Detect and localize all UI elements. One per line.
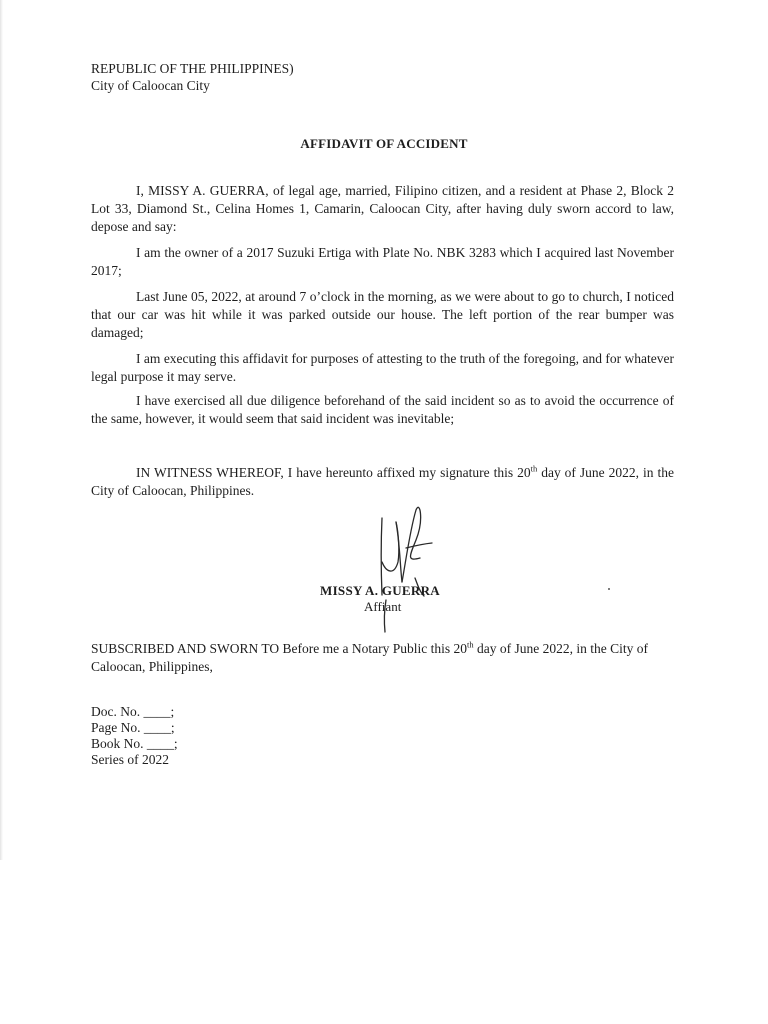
incident-paragraph: Last June 05, 2022, at around 7 o’clock in the morning, as we were about to go to church, I noticed that our car was hit while it was parked outside our house. The left portion of the rear bumper was damaged;: [91, 289, 674, 340]
page-number: Page No. ____;: [91, 720, 175, 735]
venue-city: City of Caloocan City: [91, 78, 210, 93]
book-number: Book No. ____;: [91, 736, 178, 751]
jurat-text-start: SUBSCRIBED AND SWORN TO Before me a Notary Public this 20: [91, 641, 467, 656]
scan-edge-shadow: [0, 0, 3, 860]
witness-paragraph: [91, 464, 674, 500]
venue-country: REPUBLIC OF THE PHILIPPINES): [91, 61, 294, 76]
signature-block: [300, 500, 480, 640]
jurat-paragraph: [91, 640, 681, 676]
purpose-paragraph: I am executing this affidavit for purposes of attesting to the truth of the foregoing, and for whatever legal purpose it may serve.: [91, 351, 674, 384]
jurat-ordinal-suffix: th: [467, 639, 474, 650]
doc-number: Doc. No. ____;: [91, 704, 175, 719]
witness-ordinal-suffix: th: [530, 463, 538, 474]
venue-header: [91, 60, 294, 94]
handwritten-signature: [360, 500, 440, 640]
document-title: AFFIDAVIT OF ACCIDENT: [300, 136, 468, 151]
ownership-paragraph: I am the owner of a 2017 Suzuki Ertiga with Plate No. NBK 3283 which I acquired last November 2017;: [91, 245, 674, 278]
jurat-text-end: day of June 2022, in the City of Caloocan, Philippines,: [91, 641, 648, 674]
diligence-paragraph: I have exercised all due diligence beforehand of the said incident so as to avoid the occurrence of the same, however, it would seem that said incident was inevitable;: [91, 393, 674, 426]
affiant-label: Affiant: [364, 599, 402, 614]
witness-text-end: day of June 2022, in the City of Caloocan, Philippines.: [91, 465, 674, 498]
affiant-name: MISSY A. GUERRA: [320, 583, 440, 598]
scan-speck: [608, 588, 610, 590]
intro-paragraph: I, MISSY A. GUERRA, of legal age, married, Filipino citizen, and a resident at Phase 2, Block 2 Lot 33, Diamond St., Celina Homes 1, Camarin, Caloocan City, after having duly sworn accord to law, depose and say:: [91, 183, 674, 234]
notarial-docket: [91, 704, 178, 768]
series-year: Series of 2022: [91, 752, 169, 767]
witness-text-start: IN WITNESS WHEREOF, I have hereunto affixed my signature this 20: [136, 465, 531, 480]
